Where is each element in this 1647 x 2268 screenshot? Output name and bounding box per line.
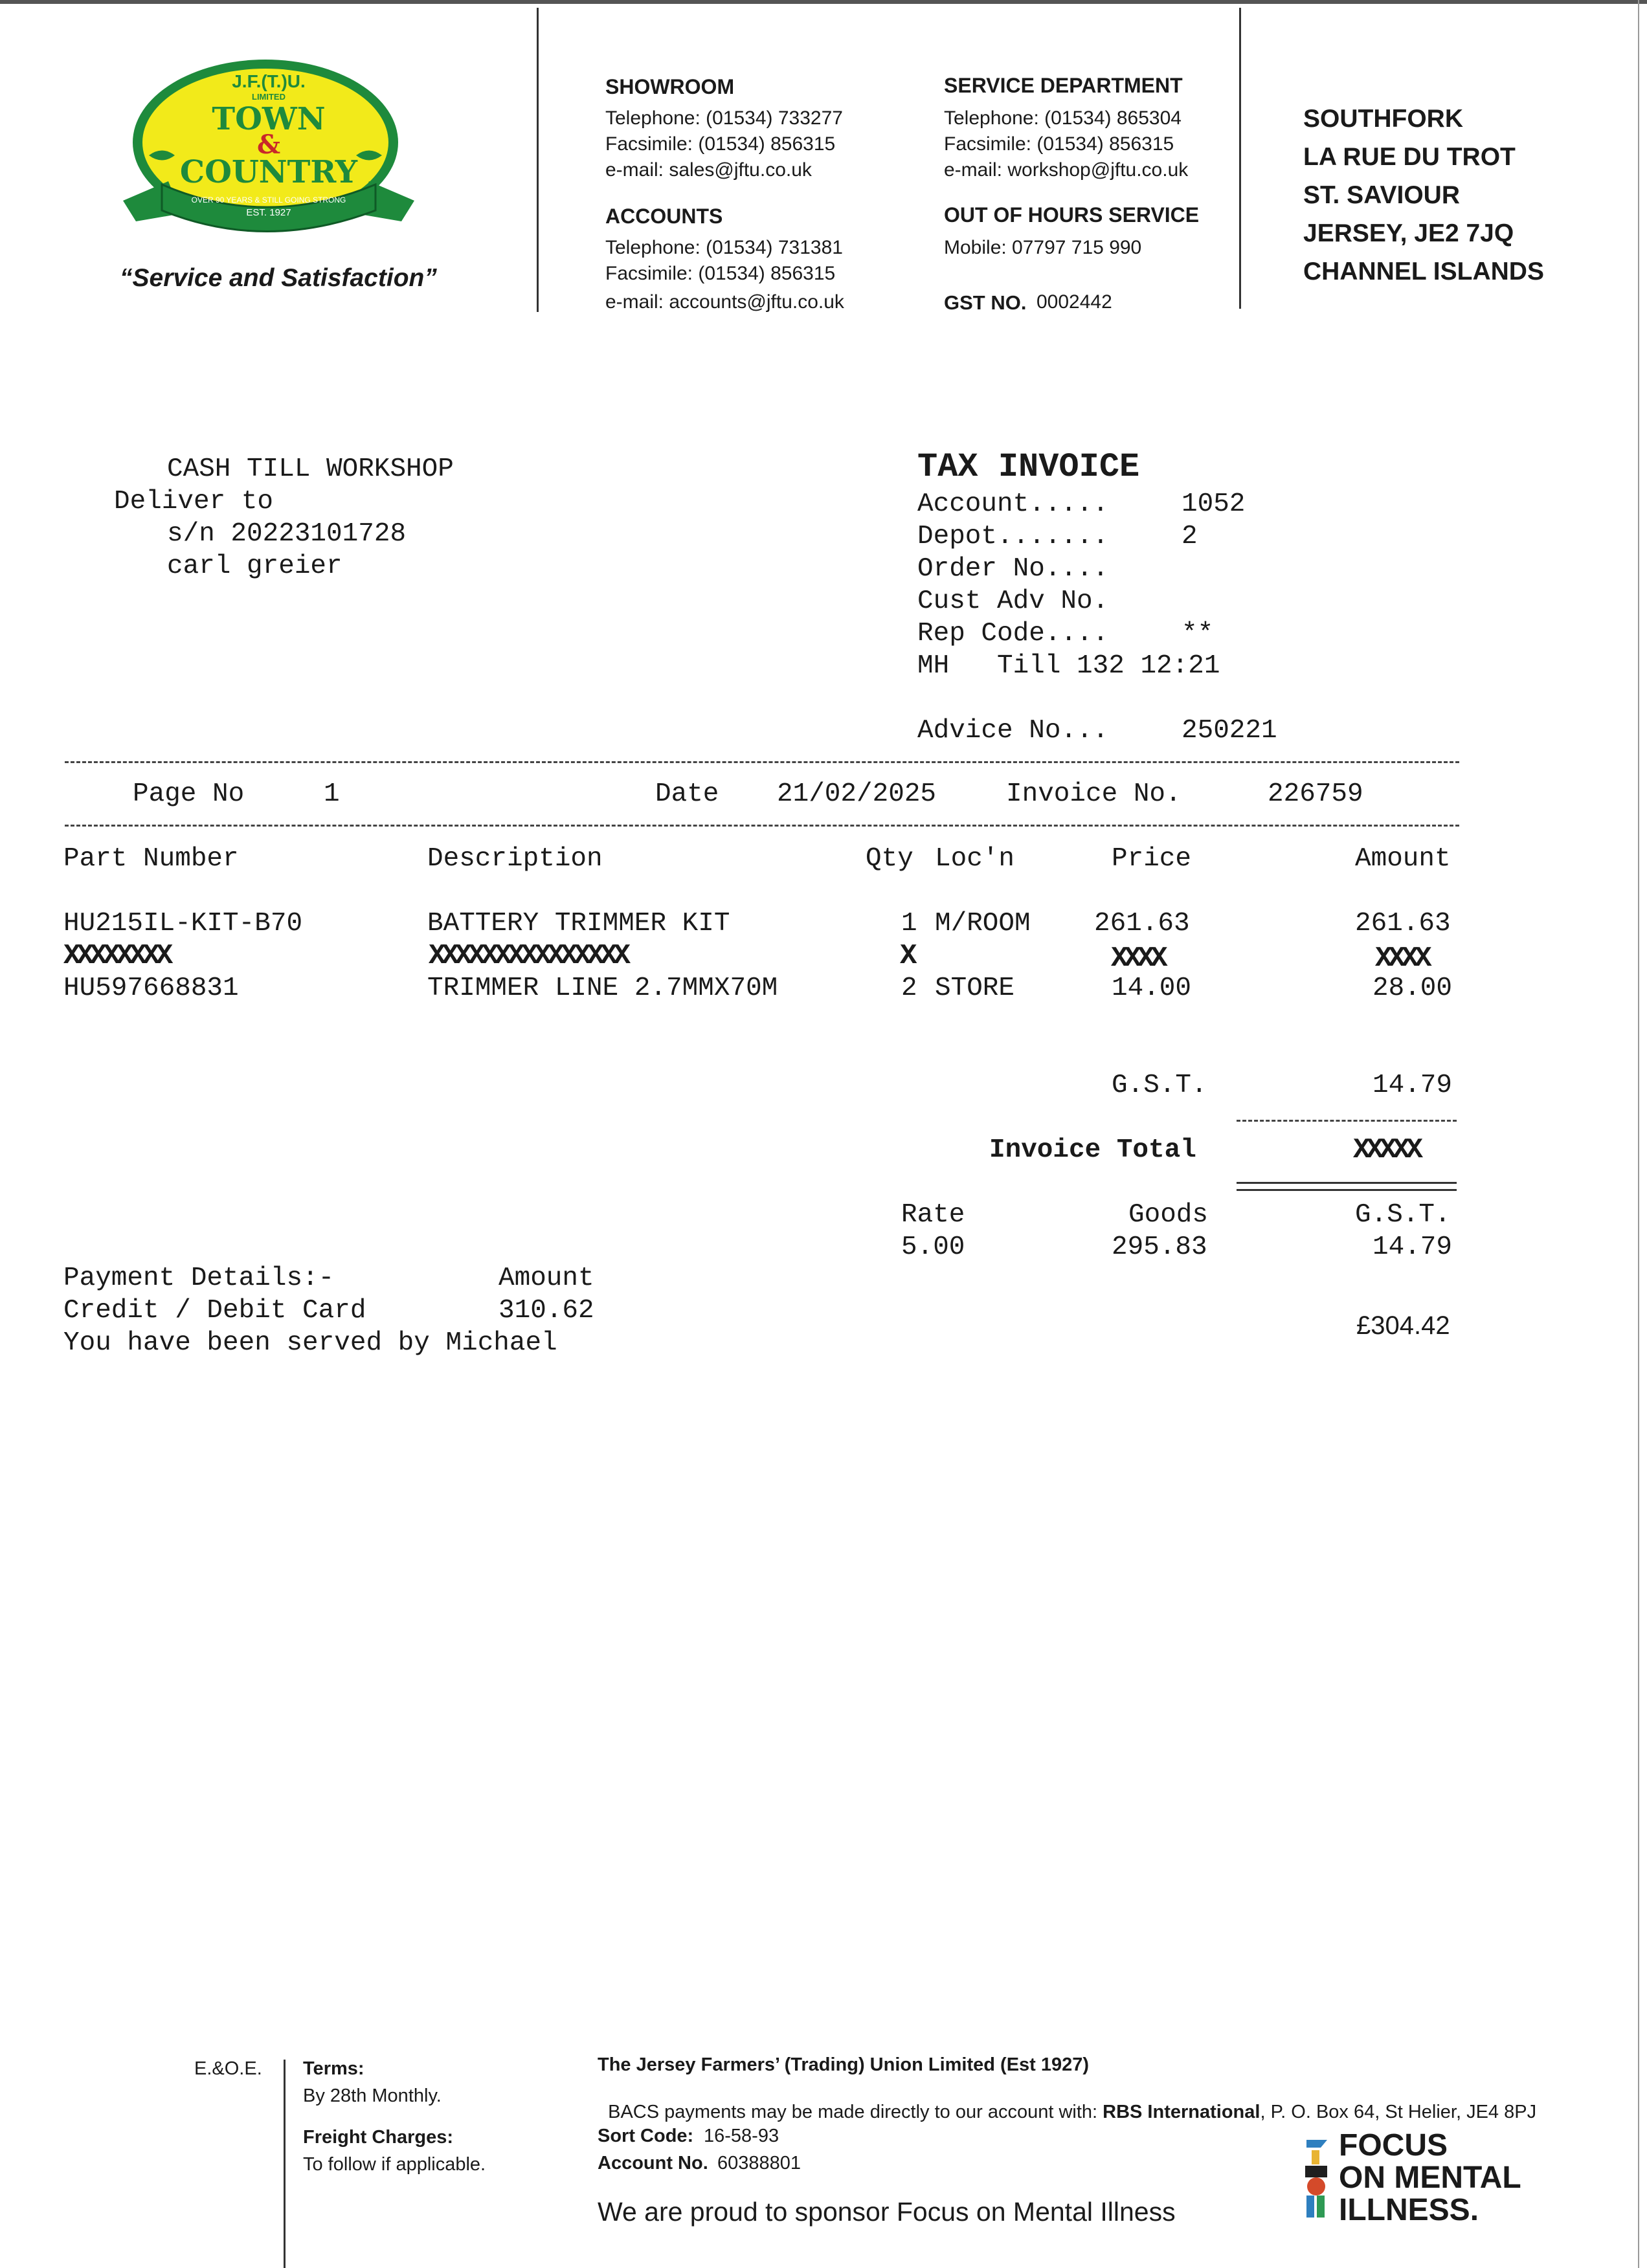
page-edge (1638, 0, 1639, 2268)
col-header-location: Loc'n (935, 844, 1015, 874)
gst-summary-label: G.S.T. (1355, 1200, 1451, 1230)
customer-serial: s/n 20223101728 (167, 519, 407, 549)
page-label: Page No (133, 779, 245, 809)
address-line-1: SOUTHFORK (1303, 105, 1463, 133)
footer-divider (284, 2060, 286, 2268)
dashed-rule-bottom (65, 825, 1459, 827)
logo-town: TOWN (212, 101, 326, 137)
logo-line2: LIMITED (252, 92, 286, 102)
bacs-bank: RBS International (1103, 2102, 1260, 2122)
handwritten-total: £304.42 (1356, 1311, 1450, 1340)
row-description-redacted: XXXXXXXXXXXXXXX (429, 940, 627, 972)
top-border (0, 0, 1647, 4)
col-header-description: Description (427, 844, 603, 874)
accounts-tel: Telephone: (01534) 731381 (605, 237, 843, 258)
row-amount-redacted: XXXX (1375, 942, 1428, 975)
address-line-4: JERSEY, JE2 7JQ (1303, 219, 1514, 247)
row-amount: 261.63 (1355, 909, 1451, 939)
invoice-title: TAX INVOICE (917, 448, 1140, 486)
eoe-text: E.&O.E. (194, 2058, 262, 2079)
depot-value: 2 (1182, 522, 1198, 551)
page-value: 1 (324, 779, 340, 809)
date-value: 21/02/2025 (777, 779, 937, 809)
total-rule (1237, 1120, 1457, 1122)
served-by: You have been served by Michael (63, 1328, 557, 1358)
accounts-fax: Facsimile: (01534) 856315 (605, 263, 836, 284)
col-header-qty: Qty (866, 844, 913, 874)
col-header-price: Price (1112, 844, 1192, 874)
gst-number-label: GST NO. (944, 291, 1027, 314)
col-header-amount: Amount (1355, 844, 1451, 874)
account-value: 1052 (1182, 489, 1246, 519)
row-part: HU215IL-KIT-B70 (63, 909, 303, 939)
focus-figure-icon (1301, 2133, 1335, 2224)
out-of-hours-title: OUT OF HOURS SERVICE (944, 203, 1200, 227)
payment-method-value: 310.62 (499, 1296, 594, 1326)
rep-code-value: ** (1182, 619, 1214, 649)
invoice-number-label: Invoice No. (1006, 779, 1182, 809)
row-location: STORE (935, 973, 1015, 1003)
invoice-total-value: XXXXX (1353, 1134, 1420, 1166)
logo-amp: & (256, 129, 281, 160)
service-tel: Telephone: (01534) 865304 (944, 107, 1182, 129)
customer-name: CASH TILL WORKSHOP (167, 454, 454, 484)
account-no-label: Account No. (598, 2153, 708, 2174)
showroom-title: SHOWROOM (605, 75, 735, 98)
rep-code-label: Rep Code.... (917, 619, 1109, 649)
terms-title: Terms: (303, 2058, 364, 2079)
invoice-total-label: Invoice Total (989, 1135, 1196, 1165)
customer-person: carl greier (167, 551, 342, 581)
goods-label: Goods (1128, 1200, 1209, 1230)
focus-logo-line1: FOCUS (1339, 2128, 1448, 2162)
total-double-rule (1237, 1182, 1457, 1191)
company-name: The Jersey Farmers’ (Trading) Union Limited (Est 1927) (598, 2054, 1090, 2075)
goods-value: 295.83 (1112, 1232, 1207, 1262)
row-description: TRIMMER LINE 2.7MMX70M (427, 973, 778, 1003)
out-of-hours-mobile: Mobile: 07797 715 990 (944, 237, 1142, 258)
payment-details-label: Payment Details:- (63, 1263, 335, 1293)
row-description: BATTERY TRIMMER KIT (427, 909, 730, 939)
dashed-rule-top (65, 761, 1459, 763)
sort-code-label: Sort Code: (598, 2126, 694, 2146)
gst-summary-value: 14.79 (1372, 1232, 1453, 1262)
order-number-label: Order No.... (917, 554, 1109, 584)
bacs-line (598, 2080, 1536, 2123)
accounts-title: ACCOUNTS (605, 205, 723, 228)
payment-amount-label: Amount (499, 1263, 594, 1293)
bacs-prefix: BACS payments may be made directly to our account with: (608, 2102, 1103, 2122)
focus-logo (1301, 2129, 1547, 2227)
row-location: M/ROOM (935, 909, 1031, 939)
payment-method: Credit / Debit Card (63, 1296, 366, 1326)
row-qty: 2 (901, 973, 917, 1003)
logo-ribbon: OVER 90 YEARS & STILL GOING STRONG (191, 195, 346, 205)
account-label: Account..... (917, 489, 1109, 519)
invoice-number-value: 226759 (1268, 779, 1363, 809)
service-title: SERVICE DEPARTMENT (944, 74, 1183, 97)
row-qty-redacted: X (900, 940, 913, 972)
gst-value: 14.79 (1372, 1071, 1453, 1100)
row-qty: 1 (901, 909, 917, 939)
showroom-tel: Telephone: (01534) 733277 (605, 107, 843, 129)
row-price: 261.63 (1094, 909, 1190, 939)
header-divider-left (537, 8, 539, 312)
freight-title: Freight Charges: (303, 2127, 454, 2148)
row-part: HU597668831 (63, 973, 239, 1003)
address-line-3: ST. SAVIOUR (1303, 181, 1460, 209)
row-price-redacted: XXXX (1111, 942, 1164, 975)
gst-number-value: 0002442 (1036, 291, 1112, 313)
gst-label: G.S.T. (1112, 1071, 1207, 1100)
customer-deliver-to: Deliver to (114, 487, 274, 517)
logo-est: EST. 1927 (246, 207, 291, 218)
advice-value: 250221 (1182, 716, 1277, 746)
logo-line1: J.F.(T.)U. (232, 71, 306, 91)
account-no-value: 60388801 (717, 2153, 801, 2174)
advice-label: Advice No... (917, 716, 1109, 746)
logo-country: COUNTRY (179, 154, 358, 190)
row-price: 14.00 (1112, 973, 1192, 1003)
col-header-part: Part Number (63, 844, 239, 874)
rate-label: Rate (901, 1200, 965, 1230)
till-line: MH Till 132 12:21 (917, 651, 1220, 681)
bacs-suffix: , P. O. Box 64, St Helier, JE4 8PJ (1260, 2102, 1537, 2122)
date-label: Date (655, 779, 719, 809)
showroom-fax: Facsimile: (01534) 856315 (605, 133, 836, 155)
service-fax: Facsimile: (01534) 856315 (944, 133, 1174, 155)
terms-text: By 28th Monthly. (303, 2085, 442, 2106)
address-line-5: CHANNEL ISLANDS (1303, 258, 1544, 285)
rate-value: 5.00 (901, 1232, 965, 1262)
row-part-redacted: XXXXXXXX (63, 940, 170, 972)
depot-label: Depot....... (917, 522, 1109, 551)
accounts-email: e-mail: accounts@jftu.co.uk (605, 291, 844, 313)
sort-code-value: 16-58-93 (704, 2126, 779, 2146)
focus-logo-line3: ILLNESS. (1339, 2193, 1479, 2227)
row-amount: 28.00 (1372, 973, 1453, 1003)
address-line-2: LA RUE DU TROT (1303, 143, 1516, 171)
company-slogan: “Service and Satisfaction” (120, 264, 437, 292)
sponsor-text: We are proud to sponsor Focus on Mental Illness (598, 2197, 1176, 2227)
cust-adv-label: Cust Adv No. (917, 586, 1109, 616)
focus-logo-line2: ON MENTAL (1339, 2161, 1521, 2195)
showroom-email: e-mail: sales@jftu.co.uk (605, 159, 812, 181)
service-email: e-mail: workshop@jftu.co.uk (944, 159, 1189, 181)
company-logo (110, 52, 427, 246)
freight-text: To follow if applicable. (303, 2154, 486, 2175)
header-divider-right (1239, 8, 1241, 309)
